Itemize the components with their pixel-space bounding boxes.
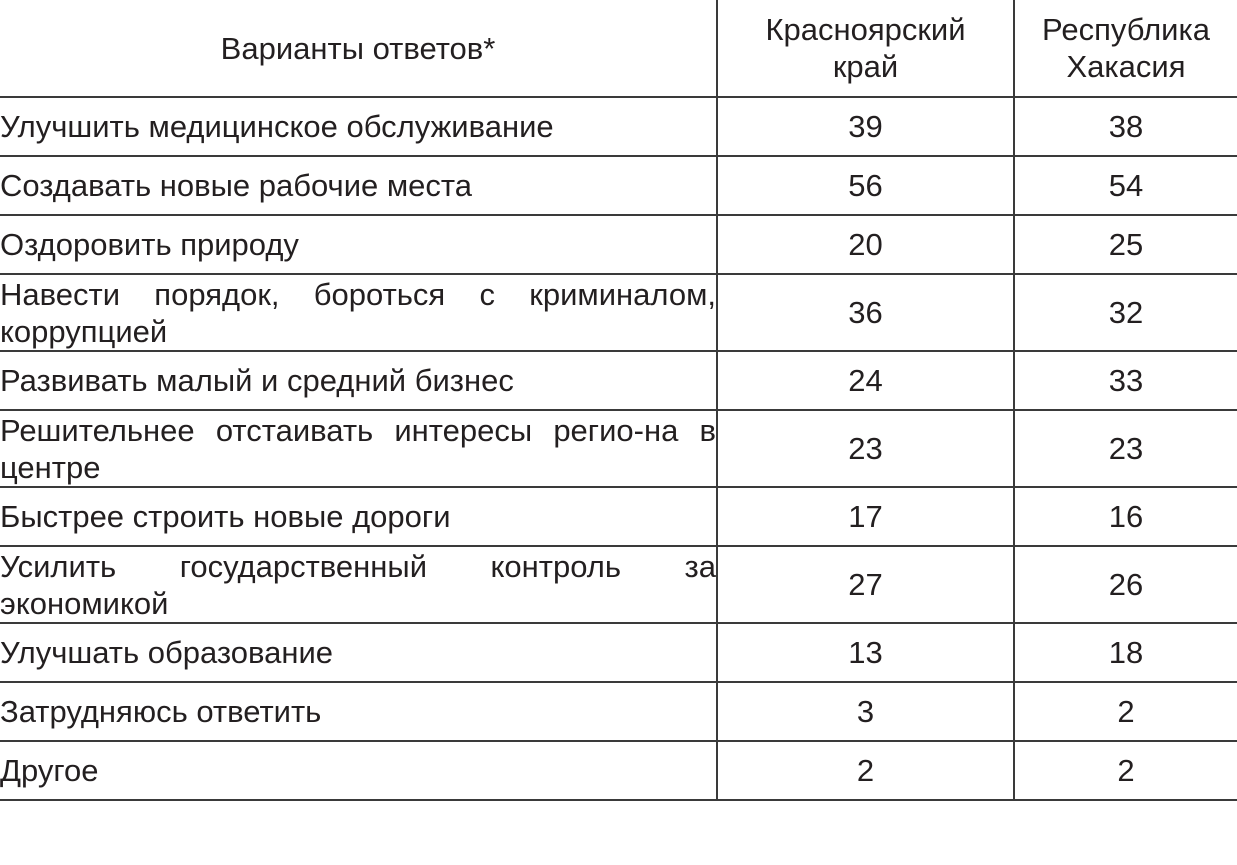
- header-krasnoyarsk-line2: край: [832, 49, 899, 84]
- table-row: [0, 487, 1237, 546]
- header-krasnoyarsk: [717, 0, 1014, 97]
- khakassia-value: 26: [1014, 546, 1237, 623]
- option-cell: Другое: [0, 741, 717, 800]
- table-header: [0, 0, 1237, 97]
- krasnoyarsk-value: 36: [717, 274, 1014, 351]
- krasnoyarsk-value: 27: [717, 546, 1014, 623]
- table-row: [0, 741, 1237, 800]
- khakassia-value: 23: [1014, 410, 1237, 487]
- option-cell: Улучшать образование: [0, 623, 717, 682]
- option-cell: Развивать малый и средний бизнес: [0, 351, 717, 410]
- option-cell: Затрудняюсь ответить: [0, 682, 717, 741]
- table-row: [0, 215, 1237, 274]
- krasnoyarsk-value: 24: [717, 351, 1014, 410]
- khakassia-value: 38: [1014, 97, 1237, 156]
- krasnoyarsk-value: 2: [717, 741, 1014, 800]
- table-row: [0, 546, 1237, 623]
- table-row: [0, 156, 1237, 215]
- khakassia-value: 18: [1014, 623, 1237, 682]
- option-cell: Создавать новые рабочие места: [0, 156, 717, 215]
- khakassia-value: 16: [1014, 487, 1237, 546]
- option-cell: Навести порядок, бороться с криминалом, коррупцией: [0, 274, 717, 351]
- table-row: [0, 351, 1237, 410]
- khakassia-value: 2: [1014, 682, 1237, 741]
- header-khakassia-line2: Хакасия: [1066, 49, 1186, 84]
- option-cell: Оздоровить природу: [0, 215, 717, 274]
- khakassia-value: 32: [1014, 274, 1237, 351]
- khakassia-value: 25: [1014, 215, 1237, 274]
- header-row: [0, 0, 1237, 97]
- table-body: [0, 97, 1237, 800]
- option-cell: Улучшить медицинское обслуживание: [0, 97, 717, 156]
- khakassia-value: 2: [1014, 741, 1237, 800]
- header-options-label: Варианты ответов*: [220, 30, 496, 66]
- option-cell: Быстрее строить новые дороги: [0, 487, 717, 546]
- option-cell: Усилить государственный контроль за экономикой: [0, 546, 717, 623]
- krasnoyarsk-value: 56: [717, 156, 1014, 215]
- table-row: [0, 274, 1237, 351]
- krasnoyarsk-value: 13: [717, 623, 1014, 682]
- option-cell: Решительнее отстаивать интересы регио-на в центре: [0, 410, 717, 487]
- khakassia-value: 54: [1014, 156, 1237, 215]
- header-options: [0, 0, 717, 97]
- khakassia-value: 33: [1014, 351, 1237, 410]
- header-khakassia-line1: Республика: [1042, 12, 1210, 47]
- krasnoyarsk-value: 23: [717, 410, 1014, 487]
- krasnoyarsk-value: 17: [717, 487, 1014, 546]
- table-row: [0, 623, 1237, 682]
- table-row: [0, 97, 1237, 156]
- krasnoyarsk-value: 39: [717, 97, 1014, 156]
- table-row: [0, 682, 1237, 741]
- header-khakassia: [1014, 0, 1237, 97]
- krasnoyarsk-value: 20: [717, 215, 1014, 274]
- krasnoyarsk-value: 3: [717, 682, 1014, 741]
- header-krasnoyarsk-line1: Красноярский: [765, 12, 966, 47]
- table-row: [0, 410, 1237, 487]
